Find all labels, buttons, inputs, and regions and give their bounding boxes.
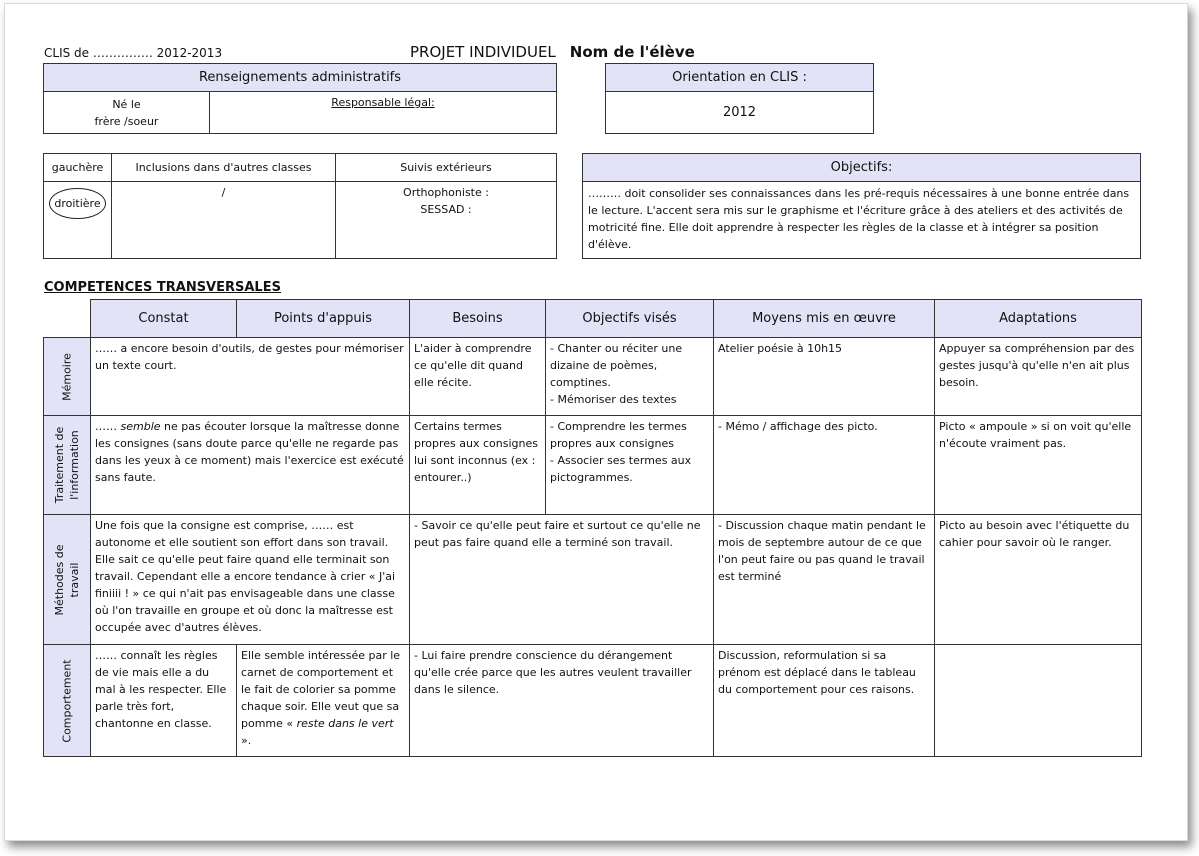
- objective-line: - Comprendre les termes propres aux consignes: [550, 420, 687, 450]
- admin-title: Renseignements administratifs: [44, 64, 557, 92]
- admin-table: [43, 63, 557, 134]
- orientation-year: 2012: [606, 92, 874, 134]
- table-cell: …… a encore besoin d'outils, de gestes pour mémoriser un texte court.: [91, 338, 410, 416]
- table-cell: - Savoir ce qu'elle peut faire et surtout ce qu'elle ne peut pas faire quand elle a terminé son travail.: [410, 515, 714, 645]
- objective-line: - Mémoriser des textes: [550, 393, 677, 406]
- orientation-table: [605, 63, 874, 134]
- table-cell: …… connaît les règles de vie mais elle a du mal à les respecter. Elle parle très fort, chantonne en classe.: [91, 645, 237, 757]
- corner-cell: [44, 300, 91, 338]
- info-table: [43, 153, 557, 259]
- table-cell: [546, 416, 714, 515]
- column-header: Adaptations: [935, 300, 1142, 338]
- project-title: PROJET INDIVIDUEL: [410, 43, 556, 61]
- student-name: Nom de l'élève: [569, 43, 695, 61]
- column-header: Objectifs visés: [546, 300, 714, 338]
- column-header: Points d'appuis: [237, 300, 410, 338]
- table-cell: Appuyer sa compréhension par des gestes jusqu'à qu'elle n'en ait plus besoin.: [935, 338, 1142, 416]
- objectives-table: [582, 153, 1141, 259]
- table-cell: [237, 645, 410, 757]
- objectives-title: Objectifs:: [583, 154, 1141, 182]
- text-run: ……: [95, 420, 121, 433]
- objective-line: - Chanter ou réciter une dizaine de poèmes, comptines.: [550, 342, 683, 389]
- right-handed-circled: droitière: [49, 188, 105, 219]
- table-cell: [91, 416, 410, 515]
- objective-line: - Associer ses termes aux pictogrammes.: [550, 454, 692, 484]
- legal-guardian-label: Responsable légal:: [331, 96, 435, 109]
- table-cell: Une fois que la consigne est comprise, …… est autonome et elle soutient son effort dans son travail. Elle sait ce qu'elle peut faire quand elle terminait son travail. Cependant elle a encore tendance à crier « J'ai finiiii ! » ce qui n'ait pas envisageable dans une classe où l'on travaille en groupe et où donc la maîtresse est occupée avec d'autres élèves.: [91, 515, 410, 645]
- external-followup-header: Suivis extérieurs: [336, 154, 557, 182]
- inclusions-value: /: [112, 182, 336, 259]
- birth-cell: [44, 92, 210, 134]
- row-label-text: [52, 544, 82, 615]
- section-title: COMPETENCES TRANSVERSALES: [44, 280, 281, 295]
- legal-guardian-cell: [210, 92, 557, 134]
- table-cell: [935, 645, 1142, 757]
- column-header: Constat: [91, 300, 237, 338]
- speech-therapist-label: Orthophoniste :: [403, 186, 489, 199]
- table-cell: [546, 338, 714, 416]
- text-run: ne pas écouter lorsque la maîtresse donne les consignes (sans doute parce qu'elle ne regarde pas dans les yeux à ce moment) mais l'exercice est exécuté sans faute.: [95, 420, 404, 484]
- inclusions-header: Inclusions dans d'autres classes: [112, 154, 336, 182]
- table-cell: L'aider à comprendre ce qu'elle dit quand elle récite.: [410, 338, 546, 416]
- row-label-line: Traitement de: [53, 426, 66, 504]
- text-run: ».: [241, 734, 252, 747]
- table-cell: - Discussion chaque matin pendant le mois de septembre autour de ce que l'on peut faire ou pas quand le travail est terminé: [714, 515, 935, 645]
- row-label-text: Mémoire: [60, 352, 74, 401]
- competences-table: [43, 299, 1142, 757]
- table-cell: - Lui faire prendre conscience du dérangement qu'elle crée parce que les autres veulent travailler dans le silence.: [410, 645, 714, 757]
- row-label-information-processing: [44, 416, 91, 515]
- text-run: Elle semble intéressée par le carnet de comportement et le fait de colorier sa pomme chaque soir. Elle veut que sa pomme «: [241, 649, 401, 730]
- row-label-text: Comportement: [60, 658, 74, 743]
- row-label-work-methods: [44, 515, 91, 645]
- objectives-text: ……… doit consolider ses connaissances dans les pré-requis nécessaires à une bonne entrée dans le lecture. L'accent sera mis sur le graphisme et l'écriture grâce à des ateliers et des activités de motricité fine. Elle doit apprendre à respecter les règles de la classe et à intégrer sa position d'élève.: [583, 182, 1141, 259]
- sessad-label: SESSAD :: [420, 203, 472, 216]
- row-label-line: travail: [68, 562, 81, 597]
- table-cell: Certains termes propres aux consignes lui sont inconnus (ex : entourer..): [410, 416, 546, 515]
- page-title: [410, 43, 695, 61]
- table-cell: Atelier poésie à 10h15: [714, 338, 935, 416]
- class-year-header: CLIS de …………… 2012-2013: [44, 46, 223, 60]
- row-label-text: [52, 427, 82, 504]
- orientation-title: Orientation en CLIS :: [606, 64, 874, 92]
- text-run-italic: semble: [120, 420, 161, 433]
- handedness-cell: [44, 182, 112, 259]
- row-label-line: Méthodes de: [53, 543, 66, 616]
- table-cell: - Mémo / affichage des picto.: [714, 416, 935, 515]
- born-label: Né le: [112, 97, 141, 111]
- row-label-behavior: [44, 645, 91, 757]
- row-label-memory: [44, 338, 91, 416]
- table-cell: Picto au besoin avec l'étiquette du cahier pour savoir où le ranger.: [935, 515, 1142, 645]
- left-handed-label: gauchère: [44, 154, 112, 182]
- table-cell: Discussion, reformulation si sa prénom est déplacé dans le tableau du comportement pour ces raisons.: [714, 645, 935, 757]
- table-cell: Picto « ampoule » si on voit qu'elle n'écoute vraiment pas.: [935, 416, 1142, 515]
- text-run-italic: reste dans le vert: [296, 717, 394, 730]
- external-followup-cell: [336, 182, 557, 259]
- column-header: Moyens mis en œuvre: [714, 300, 935, 338]
- row-label-line: l'information: [68, 430, 81, 500]
- column-header: Besoins: [410, 300, 546, 338]
- sibling-label: frère /soeur: [94, 114, 159, 128]
